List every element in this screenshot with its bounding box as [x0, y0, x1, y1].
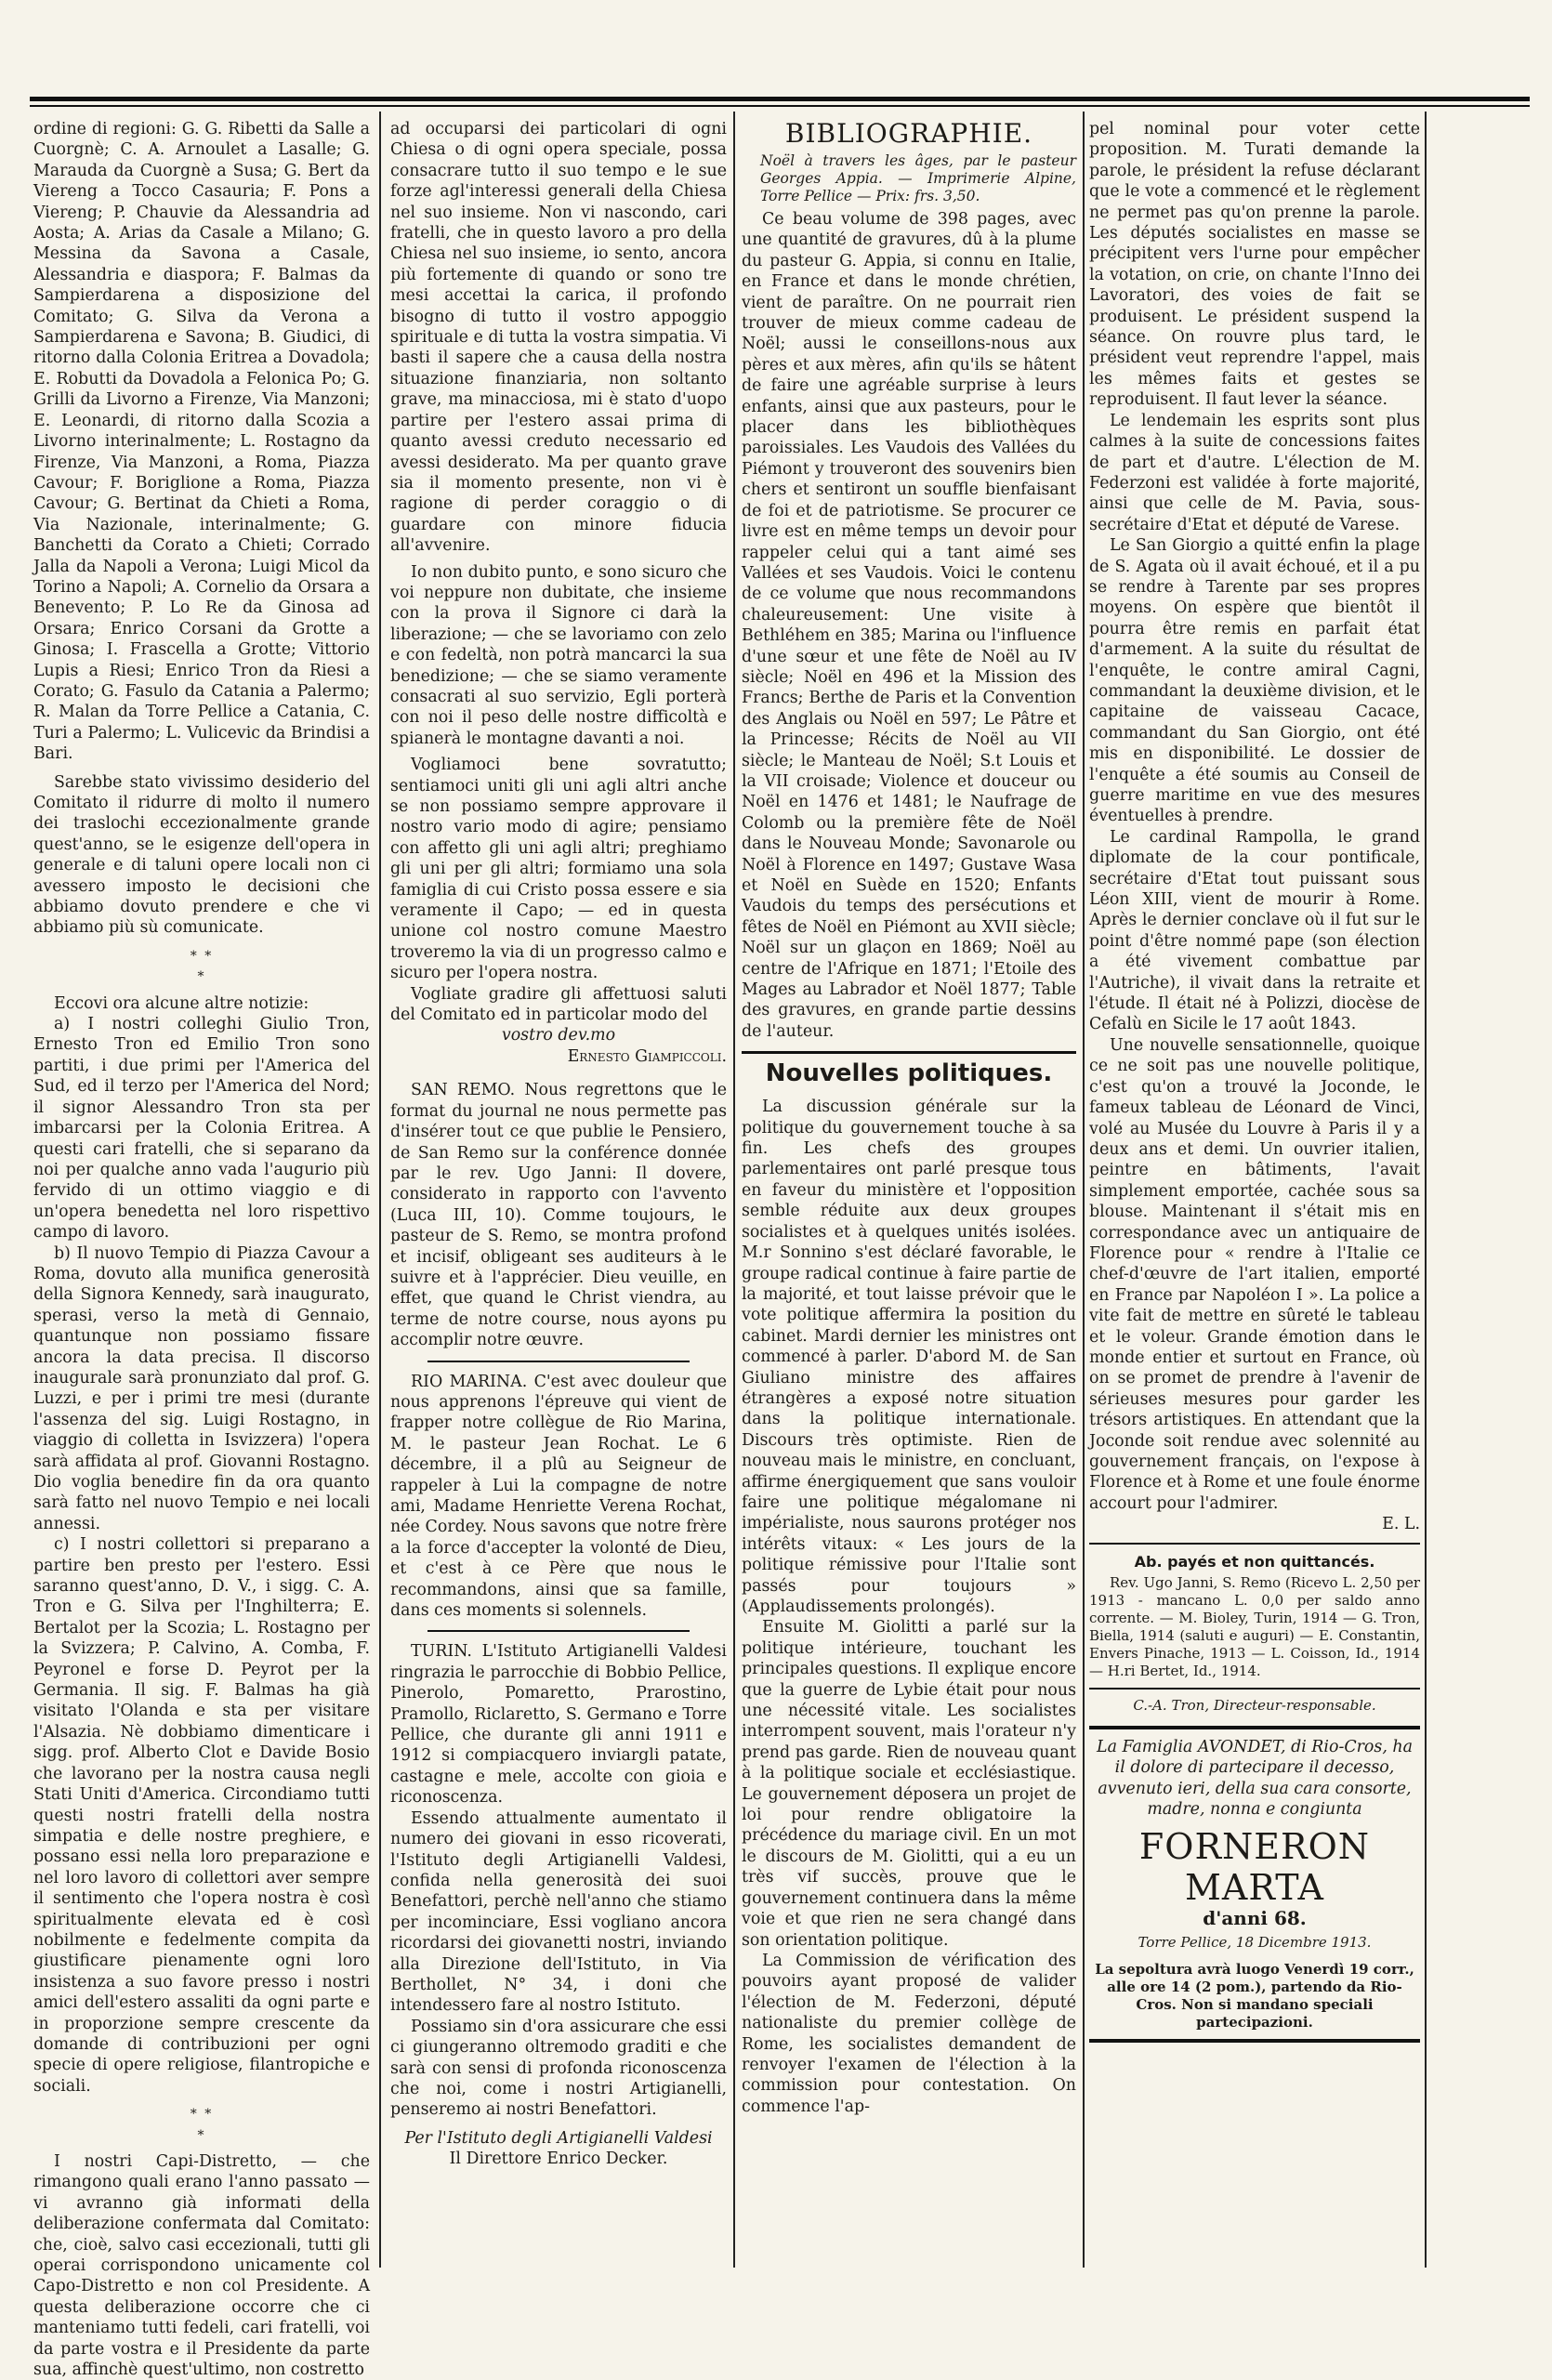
- paragraph: Ce beau volume de 398 pages, avec une quantité de gravures, dû à la plume du pasteur G. Appia, si connu en Italie, en France et dans le monde chrétien, vient de paraître. On ne pourrait rien trouver de mieux comme cadeau de Noël; aussi le conseillons-nous aux pères et aux mères, afin qu'ils se hâtent de faire une agréable surprise à leurs enfants, ainsi que aux pasteurs, pour le placer dans les bibliothèques paroissiales. Les Vaudois des Vallées du Piémont y trouveront des souvenirs bien chers et sentiront un souffle bienfaisant de foi et de patriotisme. Se procurer ce livre est en même temps un devoir pour rappeler celui qui a tant aimé ses Vallées et ses Vaudois. Voici le contenu de ce volume que nous recommandons chaleureusement: Une visite à Bethléhem en 385; Marina ou l'influence d'une sœur et une fête de Noël au IV siècle; Noël en 496 et la Mission des Francs; Berthe de Paris et la Convention des Anglais ou Noël en 597; Le Pâtre et la Princesse; Récits de Noël au VII siècle; le Manteau de Noël; S.t Louis et la VII croisade; Violence et douceur ou Noël en 1476 et 1481; le Naufrage de Colomb ou la première fête de Noël dans le Nouveau Monde; Savonarole ou Noël à Florence en 1497; Gustave Wasa et Noël en Suède en 1520; Enfants Vaudois du temps des persécutions et fêtes de Noël en Piémont au XVII siècle; Noël sur un glaçon en 1869; Noël au centre de l'Afrique en 1871; l'Etoile des Mages au Labrador et Noël 1877; Table des gravures, en grande partie dessins de l'auteur.: [742, 210, 1076, 1041]
- death-notice: [1089, 1726, 1420, 2043]
- paragraph: Le cardinal Rampolla, le grand diplomate de la cour pontificale, secrétaire d'Etat tout puissant sous Léon XIII, vient de mourir à Rome. Après le dernier conclave où il fut sur le point d'être nommé pape (son élection a été vivement combattue par l'Autriche), il vivait dans la retraite et l'étude. Il était né à Polizzi, diocèse de Cefalù en Sicile le 17 août 1843.: [1089, 827, 1420, 1034]
- paragraph: Eccovi ora alcune altre notizie:: [54, 993, 309, 1013]
- column-rule: [1425, 112, 1427, 2268]
- paragraph: ad occuparsi dei particolari di ogni Chiesa o di ogni opera speciale, possa consacrare tutto il suo tempo e le sue forze agl'interessi generali della Chiesa nel suo insieme. Non vi nascondo, cari fratelli, che in questo lavoro a pro della Chiesa nel suo insieme, io sento, ancora più fortemente di quando or sono tre mesi accettai la carica, il profondo bisogno di tutto il vostro appoggio spirituale e di tutta la vostra simpatia. Vi basti il sapere che a causa della nostra situazione finanziaria, non soltanto grave, ma minacciosa, mi è stato d'uopo partire per l'estero assai prima di quanto avessi creduto necessario ed avessi desiderato. Ma per quanto grave sia il momento presente, non vi è ragione di perder coraggio o di guardare con minore fiducia all'avvenire.: [390, 120, 727, 556]
- paragraph: Io non dubito punto, e sono sicuro che voi neppure non dubitate, che insieme con la prova il Signore ci darà la liberazione; — che se lavoriamo con zelo e con fedeltà, non potrà mancarci la sua benedizione; — che se siamo veramente consacrati al suo servizio, Egli porterà con noi il peso delle nostre difficoltà e spianerà le montagne davanti a noi.: [390, 562, 727, 748]
- paragraph: La discussion générale sur la politique du gouvernement touche à sa fin. Les chefs des groupes parlementaires ont parlé presque tous en faveur du ministère et l'opposition semble réduite aux deux groupes socialistes et à quelques unités isolées. M.r Sonnino s'est déclaré favorable, le groupe radical continue à faire partie de la majorité, et tout laisse prévoir que le vote politique affermira la position du cabinet. Mardi dernier les ministres ont commencé à parler. D'abord M. de San Giuliano ministre des affaires étrangères a exposé notre situation dans la politique internationale. Discours très optimiste. Rien de nouveau mais le ministre, en concluant, affirme énergiquement que sans vouloir faire une politique mégalomane ni impérialiste, nous saurons protéger nos intérêts vitaux: « Les jours de la politique rémissive pour l'Italie sont passés pour toujours » (Applaudissements prolongés).: [742, 1098, 1076, 1616]
- top-rule-thin: [30, 105, 1530, 107]
- editor-line: C.-A. Tron, Directeur-responsable.: [1133, 1697, 1376, 1715]
- section-title-nouvelles-politiques: Nouvelles politiques.: [742, 1051, 1076, 1089]
- separator-stars: * * *: [190, 2107, 214, 2143]
- paragraph: b) Il nuovo Tempio di Piazza Cavour a Roma, dovuto alla munifica generosità della Signora Kennedy, sarà inaugurato, sperasi, verso la metà di Gennaio, quantunque non possiamo fissare ancora la data precisa. Il discorso inaugurale sarà pronunziato dal prof. G. Luzzi, e per i primi tre mesi (durante l'assenza del sig. Luigi Rostagno, in viaggio di colletta in Isvizzera) l'opera sarà affidata al prof. Giovanni Rostagno. Dio voglia benedire fin da ora quanto sarà fatto nel nuovo Tempio e nei locali annessi.: [33, 1243, 370, 1533]
- column-1: [33, 119, 370, 2380]
- paragraph: Essendo attualmente aumentato il numero dei giovani in esso ricoverati, l'Istituto degli Artigianelli Valdesi, confida nella generosità dei suoi Benefattori, perchè nell'anno che stiamo per incominciare, Essi vogliano ancora ricordarsi dei giovanetti nostri, inviando alla Direzione dell'Istituto, in Via Berthollet, N° 34, i doni che intendessero fare al nostro Istituto.: [390, 1808, 727, 2016]
- signature-line: Per l'Istituto degli Artigianelli Valdesi: [404, 2128, 713, 2148]
- paragraph: a) I nostri colleghi Giulio Tron, Ernesto Tron ed Emilio Tron sono partiti, i due primi per l'America del Sud, ed il terzo per l'America del Nord; il signor Alessandro Tron sta per imbarcarsi per la Colonia Eritrea. A questi cari fratelli, che si separano da noi per qualche anno vada l'augurio più fervido di un ottimo viaggio e di un'opera benedetta nel loro rispettivo campo di lavoro.: [33, 1015, 370, 1243]
- paragraph: Vogliamoci bene sovratutto; sentiamoci uniti gli uni agli altri anche se non possiamo sempre approvare il nostro vario modo di agire; pensiamo con affetto gli uni agli altri; preghiamo gli uni per gli altri; formiamo una sola famiglia di cui Cristo possa essere e sia veramente il Capo; — ed in questa unione col nostro comune Maestro troveremo la via di un progresso calmo e sicuro per l'opera nostra.: [390, 756, 727, 983]
- paragraph: pel nominal pour voter cette proposition. M. Turati demande la parole, le président la refuse déclarant que le vote a commencé et le règlement ne permet pas qu'on prenne la parole. Les députés socialistes en masse se précipitent vers l'urne pour empêcher la votation, on crie, on chante l'Inno dei Lavoratori, des voies de fait se produisent. Le président suspend la séance. On rouvre plus tard, le président veut reprendre l'appel, mais les mêmes faits et gestes se reproduisent. Il faut lever la séance.: [1089, 120, 1420, 410]
- column-3: [742, 119, 1076, 2266]
- column-4: [1089, 119, 1420, 2266]
- deceased-age: d'anni 68.: [1203, 1906, 1307, 1929]
- paragraph: Possiamo sin d'ora assicurare che essi ci giungeranno oltremodo graditi e che sarà con sensi di profonda riconoscenza che noi, come i nostri Artigianelli, penseremo ai nostri Benefattori.: [390, 2017, 727, 2120]
- column-rule: [379, 112, 381, 2268]
- notice-intro: La Famiglia AVONDET, di Rio-Cros, ha il dolore di partecipare il decesso, avvenuto ieri, della sua cara consorte, madre, nonna e congiunta: [1097, 1738, 1413, 1820]
- paragraph: La Commission de vérification des pouvoirs ayant proposé de valider l'élection de M. Federzoni, député nationaliste du premier collège de Rome, les socialistes demandent de renvoyer l'examen de l'élection à la commission pour contestation. On commence l'ap-: [742, 1951, 1076, 2116]
- paragraph: ordine di regioni: G. G. Ribetti da Salle a Cuorgnè; C. A. Arnoulet a Lasalle; G. Marauda da Cuorgnè a Susa; G. Bert da Viereng a Tocco Casauria; F. Pons a Viereng; P. Chauvie da Alessandria ad Aosta; A. Arias da Casale a Milano; G. Messina da Savona a Casale, Alessandria e diaspora; F. Balmas da Sampierdarena a disposizione del Comitato; G. Silva da Verona a Sampierdarena e Savona; B. Giudici, di ritorno dalla Colonia Eritrea a Dovadola; E. Robutti da Dovadola a Felonica Po; G. Grilli da Livorno a Firenze, Via Manzoni; E. Leonardi, di ritorno dalla Scozia a Livorno interinalmente; L. Rostagno da Firenze, Via Manzoni, a Roma, Piazza Cavour; F. Boriglione a Roma, Piazza Cavour; G. Bertinat da Chieti a Roma, Via Nazionale, interinalmente; G. Banchetti da Corato a Chieti; Corrado Jalla da Napoli a Verona; Luigi Micol da Torino a Napoli; A. Cornelio da Orsara a Benevento; P. Lo Re da Ginosa ad Orsara; Enrico Corsani da Grotte a Ginosa; I. Frascella a Grotte; Vittorio Lupis a Riesi; Enrico Tron da Riesi a Corato; G. Fasulo da Catania a Palermo; R. Malan da Torre Pellice a Catania, C. Turi a Palermo; L. Vulicevic da Brindisi a Bari.: [33, 120, 370, 764]
- paragraph: Ensuite M. Giolitti a parlé sur la politique intérieure, touchant les principales questions. Il explique encore que la guerre de Lybie était pour nous une nécessité vitale. Les socialistes interrompent souvent, mais l'orateur n'y prend pas garde. Rien de nouveau quant à la politique sociale et ecclésiastique. Le gouvernement déposera un projet de loi pour rendre obligatoire la précédence du mariage civil. En un mot le discours de M. Giolitti, qui a eu un très vif succès, prouve que le gouvernement continuera dans la même voie et que rien ne sera changé dans son orientation politique.: [742, 1618, 1076, 1950]
- notice-date: Torre Pellice, 18 Dicembre 1913.: [1138, 1934, 1372, 1952]
- subscriptions-title: Ab. payés et non quittancés.: [1134, 1552, 1375, 1571]
- signature: Il Direttore Enrico Decker.: [449, 2150, 668, 2169]
- paragraph: Une nouvelle sensationnelle, quoique ce ne soit pas une nouvelle politique, c'est qu'on a trouvé la Joconde, le fameux tableau de Léonard de Vinci, volé au Musée du Louvre à Paris il y a deux ans et demi. Un ouvrier italien, peintre en bâtiments, l'avait simplement emportée, cachée sous sa blouse. Maintenant il s'était mis en correspondance avec un antiquaire de Florence pour « rendre à l'Italie ce chef-d'œuvre de l'art italien, emporté en France par Napoléon I ». La police a vite fait de mettre en sûreté le tableau et le voleur. Grande émotion dans le monde entier et surtout en France, où on se promet de prendre à l'avenir de sérieuses mesures pour garder les trésors artistiques. En attendant que la Joconde soit rendue avec solennité au gouvernement français, on l'expose à Florence et à Rome et une foule énorme accourt pour l'admirer.: [1089, 1035, 1420, 1513]
- column-2: [390, 119, 727, 2266]
- paragraph: RIO MARINA. C'est avec douleur que nous apprenons l'épreuve qui vient de frapper notre collègue de Rio Marina, M. le pasteur Jean Rochat. Le 6 décembre, il a plû au Seigneur de rappeler à Lui la compagne de notre ami, Madame Henriette Verena Rochat, née Cordey. Nous savons que notre frère a la force d'accepter la volonté de Dieu, et c'est à ce Père que nous le recommandons, ainsi que sa famille, dans ces moments si solennels.: [390, 1372, 727, 1621]
- signature: E. L.: [1382, 1515, 1420, 1534]
- subscriptions-list: Rev. Ugo Janni, S. Remo (Ricevo L. 2,50 per 1913 - mancano L. 0,0 per saldo anno corrente. — M. Bioley, Turin, 1914 — G. Tron, Biella, 1914 (saluti e auguri) — E. Constantin, Envers Pinache, 1913 — L. Coisson, Id., 1914 — H.ri Bertet, Id., 1914.: [1089, 1574, 1420, 1680]
- separator-stars: * * *: [190, 948, 214, 985]
- paragraph: c) I nostri collettori si preparano a partire ben presto per l'estero. Essi saranno quest'anno, D. V., i sigg. C. A. Tron e G. Silva per l'Inghilterra; E. Bertalot per la Scozia; L. Rostagno per la Svizzera; P. Calvino, A. Comba, F. Peyronel e forse D. Peyrot per la Germania. Il sig. F. Balmas ha già visitato l'Olanda e sta per visitare l'Alsazia. Nè dobbiamo dimenticare i sigg. prof. Alberto Clot e Davide Bosio che lavorano per la nostra causa negli Stati Uniti d'America. Circondiamo tutti questi nostri fratelli della nostra simpatia e delle nostre preghiere, e possano essi nella loro preparazione e nel loro lavoro di collettori aver sempre il sentimento che l'opera nostra è così spiritualmente elevata ed è così nobilmente e fedelmente compita da giustificare pienamente ogni loro insistenza a suo favore presso i nostri amici dell'estero assaliti da ogni parte e in proporzione sempre crescente da domande di contribuzioni per ogni specie di opere religiose, filantropiche e sociali.: [33, 1535, 370, 2096]
- paragraph: Le San Giorgio a quitté enfin la plage de S. Agata où il avait échoué, et il a pu se rendre à Tarente par ses propres moyens. On espère que bientôt il pourra être remis en parfait état d'armement. A la suite du résultat de l'enquête, le contre amiral Cagni, commandant la deuxième division, et le capitaine de vaisseau Cacace, commandant du San Giorgio, ont été mis en disponibilité. Le dossier de l'enquête a été soumis au Conseil de guerre maritime en vue des mesures éventuelles à prendre.: [1089, 536, 1420, 826]
- paragraph: Vogliate gradire gli affettuosi saluti del Comitato ed in particolar modo del: [390, 984, 727, 1025]
- section-title-bibliographie: BIBLIOGRAPHIE.: [784, 118, 1033, 149]
- closing: vostro dev.mo: [501, 1026, 616, 1045]
- column-rule: [1083, 112, 1085, 2268]
- separator-rule: [427, 1361, 690, 1362]
- paragraph: Sarebbe stato vivissimo desiderio del Comitato il ridurre di molto il numero dei traslochi eccezionalmente grande quest'anno, se le esigenze dell'opera in generale e di taluni opere locali non ci avessero imposto le decisioni che abbiamo dovuto prendere e che vi abbiamo più sù comunicate.: [33, 772, 370, 938]
- separator-rule: [1089, 1543, 1420, 1545]
- paragraph: I nostri Capi-Distretto, — che rimangono quali erano l'anno passato — vi avranno già informati della deliberazione confermata dal Comitato: che, cioè, salvo casi eccezionali, tutti gli operai corrispondono unicamente col Capo-Distretto e non col Presidente. A questa deliberazione occorre che ci manteniamo tutti fedeli, cari fratelli, voi da parte vostra e il Presidente da parte sua, affinchè quest'ultimo, non costretto: [33, 2152, 370, 2380]
- paragraph: SAN REMO. Nous regrettons que le format du journal ne nous permette pas d'insérer tout ce que publie le Pensiero, de San Remo sur la conférence donnée par le rev. Ugo Janni: Il dovere, considerato in rapporto con l'avvento (Luca III, 10). Comme toujours, le pasteur de S. Remo, se montra profond et incisif, obligeant ses auditeurs à le suivre et à l'apprécier. Dieu veuille, en effet, que quand le Christ viendra, au terme de notre course, nous ayons pu accomplir notre œuvre.: [390, 1081, 727, 1350]
- book-reference: Noël à travers les âges, par le pasteur Georges Appia. — Imprimerie Alpine, Torre Pellice — Prix: frs. 3,50.: [760, 152, 1076, 204]
- separator-rule: [427, 1630, 690, 1632]
- top-rule: [30, 97, 1530, 101]
- paragraph: TURIN. L'Istituto Artigianelli Valdesi ringrazia le parrocchie di Bobbio Pellice, Pinerolo, Pomaretto, Prarostino, Pramollo, Riclaretto, S. Germano e Torre Pellice, che durante gli anni 1911 e 1912 si compiacquero inviargli patate, castagne e mele, accolte con gioia e riconoscenza.: [390, 1642, 727, 1808]
- notice-funeral: La sepoltura avrà luogo Venerdì 19 corr., alle ore 14 (2 pom.), partendo da Rio-Cros. Non si mandano speciali partecipazioni.: [1095, 1961, 1414, 2032]
- deceased-name: FORNERON MARTA: [1138, 1825, 1371, 1908]
- paragraph: Le lendemain les esprits sont plus calmes à la suite de concessions faites de part et d'autre. L'élection de M. Federzoni est validée à forte majorité, ainsi que celle de M. Pavia, sous-secrétaire d'Etat et député de Varese.: [1089, 411, 1420, 534]
- column-rule: [733, 112, 735, 2268]
- separator-rule: [1089, 1688, 1420, 1690]
- signature: Ernesto Giampiccoli.: [567, 1046, 727, 1066]
